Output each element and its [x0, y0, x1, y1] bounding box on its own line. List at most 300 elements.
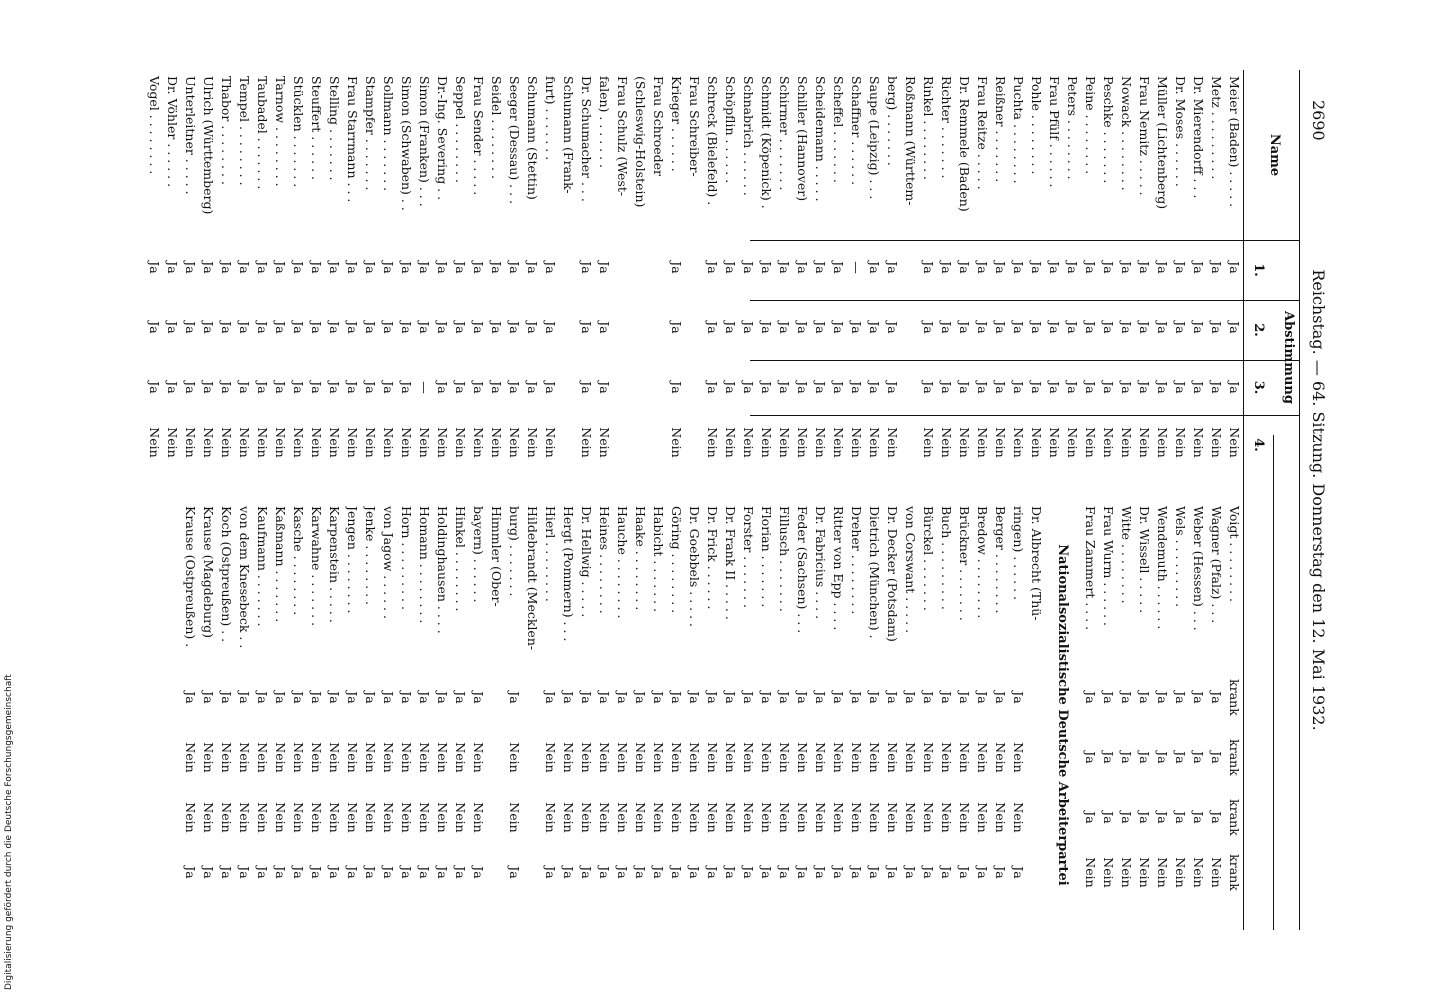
member-name: Seeger (Dessau) . . .	[507, 76, 522, 205]
vote-1-value: Ja	[687, 691, 702, 704]
vote-1-value: Ja	[507, 261, 522, 274]
vote-3-value: Nein	[345, 802, 360, 833]
vote-2-value: Nein	[867, 742, 882, 773]
vote-1-value: Ja	[1155, 261, 1170, 274]
vote-3-value: Ja	[867, 381, 882, 394]
vote-4-value: Nein	[957, 427, 972, 458]
vote-1-value: Ja	[723, 691, 738, 704]
vote-2-value: Ja	[1191, 321, 1206, 334]
vote-2-value: Ja	[453, 321, 468, 334]
vote-4-value: Ja	[381, 866, 396, 879]
vote-3-value: Nein	[183, 802, 198, 833]
vote-1-value: Ja	[237, 261, 252, 274]
vote-4-value: Nein	[1047, 427, 1062, 458]
vote-3-value: Nein	[273, 802, 288, 833]
party-heading: Nationalsozialistische Deutsche Arbeiterpartei	[1055, 544, 1070, 886]
vote-4-value: Nein	[1209, 857, 1224, 888]
vote-1-value: Ja	[1083, 691, 1098, 704]
vote-4-value: Ja	[579, 866, 594, 879]
vote-4-value: Ja	[741, 866, 756, 879]
vote-1-value: Ja	[363, 261, 378, 274]
vote-1-value: Ja	[219, 691, 234, 704]
vote-2-value: Nein	[201, 742, 216, 773]
vote-3-value: Ja	[1029, 381, 1044, 394]
vote-1-value: Ja	[849, 691, 864, 704]
vote-2-value: Ja	[1173, 751, 1188, 764]
vote-1-value: Ja	[795, 691, 810, 704]
member-name: Dr. Vöhler . . . . . .	[165, 76, 180, 188]
vote-2-value: Nein	[705, 742, 720, 773]
member-name: Horn . . . . . . . . .	[399, 506, 414, 610]
member-name: Krause (Magdeburg)	[201, 506, 216, 639]
vote-4-value: Nein	[381, 427, 396, 458]
vote-1-value: Ja	[975, 261, 990, 274]
vote-4-value: Ja	[957, 866, 972, 879]
member-name: Unterleitner . . . . .	[183, 76, 198, 195]
vote-2-value: Nein	[921, 742, 936, 773]
member-name: Reißner . . . . . . .	[993, 76, 1008, 183]
vote-3-value: Nein	[921, 802, 936, 833]
member-name: Hergt (Pommern) . . .	[561, 506, 576, 642]
name-column-header: Name	[1267, 133, 1282, 177]
vote-4-value: krank	[1227, 854, 1242, 891]
vote-3-value: Nein	[849, 802, 864, 833]
vote-1-value: Ja	[615, 691, 630, 704]
table-row	[288, 500, 306, 1000]
vote-3-value: Nein	[777, 802, 792, 833]
member-name: Schöpflin . . . . . .	[723, 76, 738, 184]
vote-4-value: Nein	[579, 427, 594, 458]
vote-3-value: Nein	[705, 802, 720, 833]
vote-2-value: Ja	[417, 321, 432, 334]
vote-4-value: Ja	[435, 866, 450, 879]
vote-1-value: Ja	[525, 261, 540, 274]
vote-1-value: Ja	[1011, 261, 1026, 274]
vote-1-value: Ja	[471, 261, 486, 274]
member-name: Kaßmann . . . . . . .	[273, 506, 288, 623]
vote-2-value: Ja	[471, 321, 486, 334]
vote-3-value: Ja	[795, 381, 810, 394]
table-row	[576, 500, 594, 1000]
vote-2-value: Nein	[975, 742, 990, 773]
vote-1-value: Ja	[1047, 261, 1062, 274]
vote-3-value: Ja	[705, 381, 720, 394]
vote-2-value: Nein	[183, 742, 198, 773]
vote-1-value: Ja	[417, 261, 432, 274]
vote-3-value: krank	[1227, 799, 1242, 836]
vote-2-value: Ja	[831, 321, 846, 334]
vote-4-value: Nein	[1173, 427, 1188, 458]
vote-3-value: Nein	[975, 802, 990, 833]
vote-2-value: Ja	[237, 321, 252, 334]
vote-3-header: 3.	[1251, 380, 1266, 395]
vote-2-value: Ja	[741, 321, 756, 334]
vote-4-value: Nein	[975, 427, 990, 458]
vote-4-value: Nein	[399, 427, 414, 458]
member-name: furt) . . . . . . .	[543, 76, 558, 161]
vote-4-value: Nein	[1029, 427, 1044, 458]
vote-3-value: Ja	[489, 381, 504, 394]
member-name: Bürckel . . . . . . .	[921, 506, 936, 611]
table-row	[270, 500, 288, 1000]
vote-1-value: Ja	[903, 691, 918, 704]
table-row	[1080, 500, 1098, 1000]
member-name: Stelling . . . . . . .	[327, 76, 342, 181]
vote-1-value: Ja	[255, 261, 270, 274]
table-row	[522, 500, 540, 1000]
vote-2-value: Ja	[1137, 321, 1152, 334]
vote-2-value: Ja	[993, 321, 1008, 334]
vote-2-value: Nein	[327, 742, 342, 773]
vote-1-value: Ja	[327, 691, 342, 704]
vote-3-value: Nein	[759, 802, 774, 833]
table-row	[252, 500, 270, 1000]
vote-3-value: Ja	[1101, 811, 1116, 824]
vote-4-value: Nein	[849, 427, 864, 458]
vote-1-value: Ja	[309, 691, 324, 704]
vote-3-value: Nein	[867, 802, 882, 833]
vote-4-value: Nein	[885, 427, 900, 458]
vote-1-value: Ja	[543, 691, 558, 704]
vote-2-value: Nein	[435, 742, 450, 773]
vote-4-value: Ja	[597, 866, 612, 879]
member-name: Schaffner . . . . . .	[849, 76, 864, 186]
vote-4-value: Ja	[687, 866, 702, 879]
member-name: Homann . . . . . . . .	[417, 506, 432, 624]
table-row	[144, 70, 162, 930]
vote-3-value: Ja	[759, 381, 774, 394]
member-name: Himmler (Ober-	[489, 506, 504, 607]
vote-3-value: Ja	[525, 381, 540, 394]
table-row	[864, 500, 882, 1000]
vote-3-value: Ja	[327, 381, 342, 394]
vote-3-value: Nein	[669, 802, 684, 833]
vote-4-value: Nein	[219, 427, 234, 458]
vote-4-value: Nein	[201, 427, 216, 458]
member-name: Heines . . . . . . . .	[597, 506, 612, 614]
vote-2-value: Ja	[597, 321, 612, 334]
vote-4-value: Nein	[309, 427, 324, 458]
vote-2-value: Nein	[651, 742, 666, 773]
vote-1-value: Ja	[759, 261, 774, 274]
vote-3-value: Nein	[831, 802, 846, 833]
vote-4-value: Nein	[1191, 857, 1206, 888]
vote-2-value: Ja	[147, 321, 162, 334]
vote-3-value: Ja	[1191, 811, 1206, 824]
vote-4-value: Nein	[327, 427, 342, 458]
vote-4-value: Ja	[183, 866, 198, 879]
vote-4-value: Ja	[327, 866, 342, 879]
vote-2-value: Nein	[219, 742, 234, 773]
vote-3-value: Ja	[1047, 381, 1062, 394]
vote-4-value: Ja	[507, 866, 522, 879]
vote-4-value: Ja	[651, 866, 666, 879]
vote-4-value: Nein	[1083, 427, 1098, 458]
member-name: Dietrich (München) .	[867, 506, 882, 639]
member-name: Stampfer . . . . . . .	[363, 76, 378, 191]
member-name: Fillusch . . . . . . .	[777, 506, 792, 612]
member-name: Peschke . . . . . . .	[1101, 76, 1116, 184]
vote-4-value: Ja	[291, 866, 306, 879]
member-name: von Corswant . . . . .	[903, 506, 918, 634]
vote-3-value: Ja	[399, 381, 414, 394]
vote-3-value: Ja	[1209, 381, 1224, 394]
vote-1-value: Ja	[1065, 261, 1080, 274]
vote-1-value: Ja	[795, 261, 810, 274]
table-row	[216, 500, 234, 1000]
vote-4-value: Ja	[867, 866, 882, 879]
vote-1-value: Ja	[939, 261, 954, 274]
vote-3-value: Ja	[831, 381, 846, 394]
vote-1-value: Ja	[291, 691, 306, 704]
vote-2-value: Ja	[1209, 321, 1224, 334]
vote-4-value: Nein	[273, 427, 288, 458]
vote-2-value: Nein	[237, 742, 252, 773]
vote-4-value: Ja	[201, 866, 216, 879]
member-name: Frau Schulz (West-	[615, 76, 630, 197]
vote-2-value: Nein	[723, 742, 738, 773]
vote-2-value: Ja	[1155, 751, 1170, 764]
vote-2-value: Ja	[1101, 751, 1116, 764]
vote-2-value: Nein	[777, 742, 792, 773]
vote-3-value: Nein	[957, 802, 972, 833]
member-name: Metz . . . . . . . . .	[1209, 76, 1224, 180]
vote-2-value: Ja	[579, 321, 594, 334]
member-name: Wendemuth . . . . . .	[1155, 506, 1170, 630]
table-row	[702, 500, 720, 1000]
member-name: Frau Schroeder	[651, 76, 666, 177]
vote-2-value: Ja	[399, 321, 414, 334]
vote-1-value: Ja	[273, 691, 288, 704]
member-name: Voigt . . . . . . . .	[1227, 506, 1242, 603]
vote-2-value: Ja	[309, 321, 324, 334]
vote-3-value: Ja	[165, 381, 180, 394]
member-name: Taubadel . . . . . . .	[255, 76, 270, 190]
member-name: Simon (Schwaben) . .	[399, 76, 414, 211]
vote-3-value: Nein	[471, 802, 486, 833]
vote-3-value: Nein	[309, 802, 324, 833]
vote-3-value: Nein	[993, 802, 1008, 833]
table-row	[1134, 500, 1152, 1000]
member-name: Frau Nemitz . . . . .	[1137, 76, 1152, 196]
vote-4-value: Nein	[741, 427, 756, 458]
vote-4-value: Nein	[1101, 857, 1116, 888]
table-row	[450, 500, 468, 1000]
vote-1-value: Ja	[453, 691, 468, 704]
vote-4-value: Ja	[345, 866, 360, 879]
member-name: Frau Zammert . . . .	[1083, 506, 1098, 631]
vote-1-value: Ja	[705, 691, 720, 704]
vote-1-value: Ja	[453, 261, 468, 274]
member-name: Frau Sender . . . . .	[471, 76, 486, 196]
vote-1-value: Ja	[1137, 261, 1152, 274]
vote-1-value: Ja	[201, 691, 216, 704]
member-name: Haake . . . . . . . .	[633, 506, 648, 611]
member-name: Simon (Franken) . . .	[417, 76, 432, 207]
member-name: Schreck (Bielefeld) .	[705, 76, 720, 206]
vote-3-value: Nein	[795, 802, 810, 833]
member-name: Dr. Fabricius . . . .	[813, 506, 828, 620]
vote-1-value: Ja	[237, 691, 252, 704]
rotated-page-content	[90, 70, 1340, 930]
vote-2-value: Nein	[849, 742, 864, 773]
vote-2-value: Ja	[1065, 321, 1080, 334]
vote-1-value: Ja	[363, 691, 378, 704]
vote-3-value: Nein	[435, 802, 450, 833]
vote-1-value: Ja	[705, 261, 720, 274]
member-name: Kasche . . . . . . . .	[291, 506, 306, 616]
table-row	[720, 500, 738, 1000]
vote-2-value: Ja	[921, 321, 936, 334]
member-name: von dem Knesebeck . .	[237, 506, 252, 649]
vote-3-value: Nein	[291, 802, 306, 833]
member-name: Frau Schreiber-	[687, 76, 702, 177]
vote-3-value: Nein	[633, 802, 648, 833]
vote-1-value: Ja	[741, 261, 756, 274]
vote-2-value: Nein	[381, 742, 396, 773]
vote-4-value: Nein	[1119, 427, 1134, 458]
vote-4-value: Nein	[831, 427, 846, 458]
vote-4-value: Nein	[1119, 857, 1134, 888]
vote-2-value: Ja	[183, 321, 198, 334]
table-row	[738, 500, 756, 1000]
vote-4-value: Nein	[795, 427, 810, 458]
vote-4-value: Nein	[417, 427, 432, 458]
vote-2-value: Nein	[291, 742, 306, 773]
vote-1-value: Ja	[1209, 691, 1224, 704]
vote-3-value: Ja	[543, 381, 558, 394]
vote-2-value: Nein	[363, 742, 378, 773]
table-row	[324, 500, 342, 1000]
vote-1-value: Ja	[327, 261, 342, 274]
vote-3-value: Ja	[1083, 381, 1098, 394]
vote-3-value: Ja	[309, 381, 324, 394]
vote-2-value: Nein	[453, 742, 468, 773]
vote-3-value: Ja	[1155, 811, 1170, 824]
vote-3-value: Nein	[381, 802, 396, 833]
member-name: Thabor . . . . . . . .	[219, 76, 234, 185]
member-name: Dr. Schumacher . . .	[579, 76, 594, 202]
member-name: Tarnow . . . . . . . .	[273, 76, 288, 187]
member-name: Wels . . . . . . . . .	[1173, 506, 1188, 608]
vote-1-value: Ja	[1191, 261, 1206, 274]
vote-3-value: Ja	[1173, 811, 1188, 824]
table-row	[1116, 500, 1134, 1000]
vote-4-value: Ja	[453, 866, 468, 879]
vote-2-value: Ja	[885, 321, 900, 334]
vote-4-value: Ja	[849, 866, 864, 879]
vote-2-value: Ja	[1083, 321, 1098, 334]
vote-2-value: Nein	[957, 742, 972, 773]
member-name: Nowack . . . . . . . .	[1119, 76, 1134, 191]
member-name: Schmidt (Köpenick) .	[759, 76, 774, 209]
vote-2-value: Ja	[1029, 321, 1044, 334]
vote-2-value: Nein	[417, 742, 432, 773]
vote-3-value: Nein	[399, 802, 414, 833]
table-row	[1026, 500, 1044, 1000]
vote-2-value: Nein	[669, 742, 684, 773]
vote-3-value: Ja	[255, 381, 270, 394]
vote-2-value: Ja	[345, 321, 360, 334]
vote-1-value: Ja	[507, 691, 522, 704]
vote-2-value: Ja	[1083, 751, 1098, 764]
vote-4-value: Nein	[759, 427, 774, 458]
member-name: Dr. Mierendorff . . .	[1191, 76, 1206, 199]
vote-1-value: Ja	[417, 691, 432, 704]
vote-2-value: Ja	[165, 321, 180, 334]
vote-1-value: Ja	[435, 691, 450, 704]
vote-3-value: Nein	[507, 802, 522, 833]
vote-1-value: Ja	[867, 691, 882, 704]
vote-3-value: Nein	[417, 802, 432, 833]
vote-3-value: Ja	[921, 381, 936, 394]
table-row	[774, 500, 792, 1000]
table-row	[792, 500, 810, 1000]
vote-2-value: Ja	[435, 321, 450, 334]
member-name: Hildebrandt (Mecklen-	[525, 506, 540, 651]
vote-4-value: Nein	[363, 427, 378, 458]
vote-2-value: Ja	[1119, 321, 1134, 334]
vote-3-value: Ja	[1119, 811, 1134, 824]
member-name: Frau Pfülf . . . . . .	[1047, 76, 1062, 188]
vote-4-value: Ja	[939, 866, 954, 879]
vote-3-value: Nein	[813, 802, 828, 833]
vote-4-value: Ja	[903, 866, 918, 879]
vote-4-value: Ja	[417, 866, 432, 879]
vote-4-value: Nein	[345, 427, 360, 458]
table-row	[306, 500, 324, 1000]
vote-1-value: Ja	[1155, 691, 1170, 704]
member-name: Dr.-Ing. Severing . .	[435, 76, 450, 201]
member-name: Göring . . . . . . . .	[669, 506, 684, 614]
table-row	[378, 500, 396, 1000]
vote-4-value: Nein	[1137, 857, 1152, 888]
vote-1-value: Ja	[579, 691, 594, 704]
vote-1-value: Ja	[741, 691, 756, 704]
vote-4-value: Nein	[237, 427, 252, 458]
vote-4-value: Ja	[993, 866, 1008, 879]
vote-2-value: Ja	[723, 321, 738, 334]
vote-table-right	[183, 500, 1300, 930]
vote-2-value: Nein	[345, 742, 360, 773]
vote-3-value: Ja	[1137, 811, 1152, 824]
member-name: Richter . . . . . . .	[939, 76, 954, 179]
table-row	[594, 500, 612, 1000]
vote-3-value: Ja	[435, 381, 450, 394]
table-row	[1008, 500, 1026, 1000]
vote-4-value: Nein	[723, 427, 738, 458]
vote-2-value: Ja	[1011, 321, 1026, 334]
member-name: Seidel . . . . . . . .	[489, 76, 504, 179]
vote-1-value: Ja	[381, 691, 396, 704]
member-name: falen) . . . . . . .	[597, 76, 612, 169]
table-row	[882, 500, 900, 1000]
table-row	[630, 500, 648, 1000]
vote-3-value: Ja	[147, 381, 162, 394]
table-row	[936, 500, 954, 1000]
member-name: Schirmer . . . . . . .	[777, 76, 792, 191]
vote-2-value: Ja	[1119, 751, 1134, 764]
vote-4-value: Nein	[165, 427, 180, 458]
vote-1-value: Ja	[273, 261, 288, 274]
vote-1-value: Ja	[669, 261, 684, 274]
vote-4-value: Ja	[975, 866, 990, 879]
vote-1-value: Ja	[1029, 261, 1044, 274]
member-name: Puchta . . . . . . . .	[1011, 76, 1026, 184]
vote-2-value: Ja	[669, 321, 684, 334]
vote-4-value: Ja	[219, 866, 234, 879]
vote-2-value: Nein	[255, 742, 270, 773]
